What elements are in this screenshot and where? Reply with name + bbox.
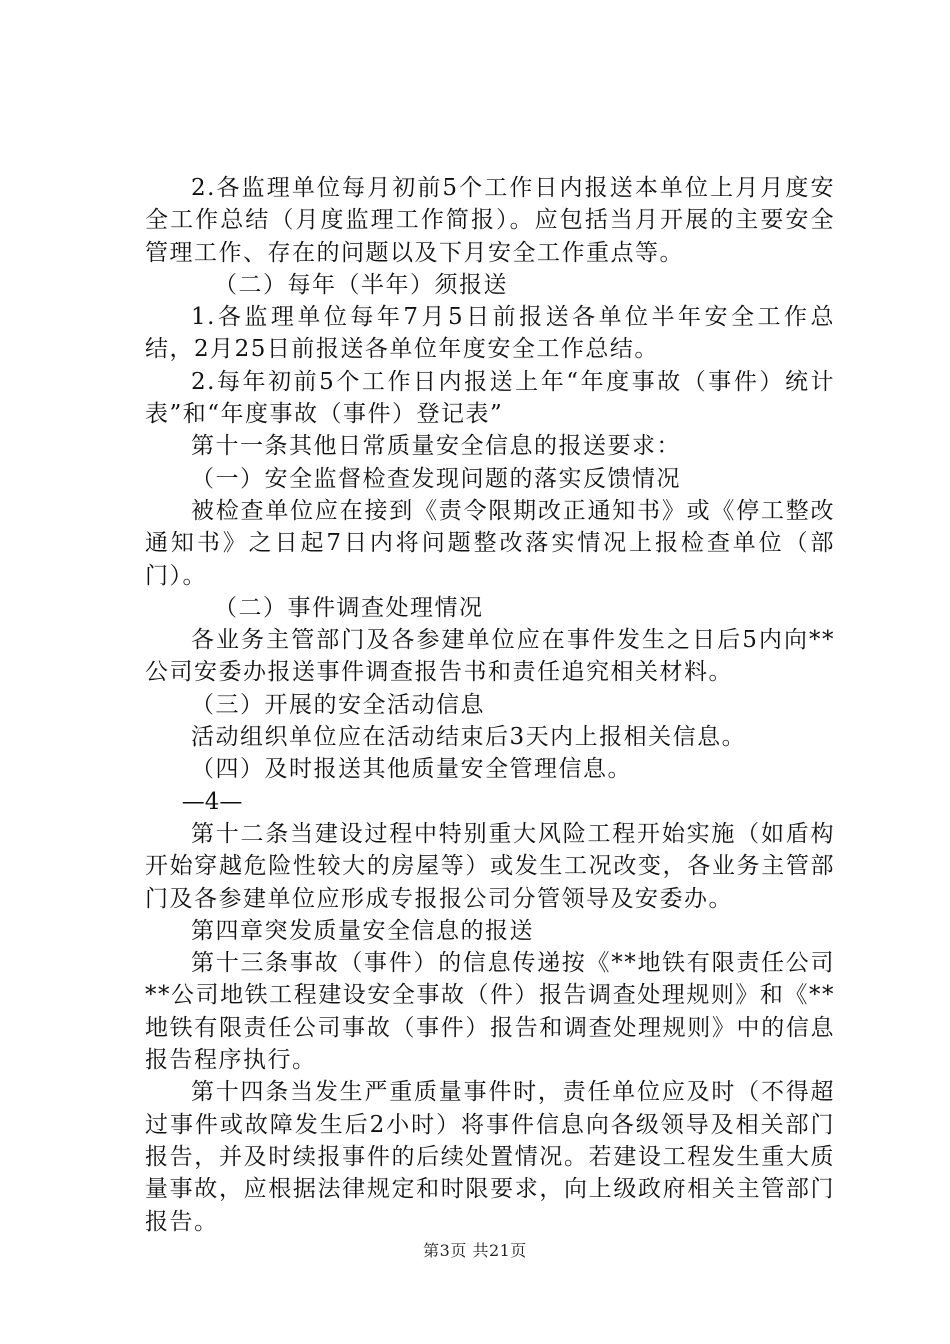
paragraph: 活动组织单位应在活动结束后3天内上报相关信息。 <box>191 724 747 751</box>
document-body <box>145 172 835 1238</box>
paragraph: 第十三条事故（事件）的信息传递按《**地铁有限责任公司**公司地铁工程建设安全事故（件）报告调查处理规则》和《**地铁有限责任公司事故（事件）报告和调查处理规则》中的信息报告程序执行。 <box>145 950 835 1074</box>
section-heading: （二）每年（半年）须报送 <box>214 271 508 298</box>
page-footer: 第3页 共21页 <box>423 1241 527 1260</box>
inner-page-number: —4— <box>181 788 243 815</box>
section-heading: （四）及时报送其他质量安全管理信息。 <box>191 756 632 783</box>
paragraph: 各业务主管部门及各参建单位应在事件发生之日后5内向**公司安委办报送事件调查报告书和责任追究相关材料。 <box>145 627 835 686</box>
chapter-heading: 第四章突发质量安全信息的报送 <box>191 917 534 944</box>
paragraph: 第十四条当发生严重质量事件时，责任单位应及时（不得超过事件或故障发生后2小时）将事件信息向各级领导及相关部门报告，并及时续报事件的后续处置情况。若建设工程发生重大质量事故，应根据法律规定和时限要求，向上级政府相关主管部门报告。 <box>145 1079 835 1235</box>
paragraph: 第十二条当建设过程中特别重大风险工程开始实施（如盾构开始穿越危险性较大的房屋等）或发生工况改变，各业务主管部门及各参建单位应形成专报报公司分管领导及安委办。 <box>145 820 835 912</box>
paragraph: 1.各监理单位每年7月5日前报送各单位半年安全工作总结，2月25日前报送各单位年度安全工作总结。 <box>145 304 835 363</box>
paragraph: 被检查单位应在接到《责令限期改正通知书》或《停工整改通知书》之日起7日内将问题整改落实情况上报检查单位（部门）。 <box>145 497 835 589</box>
section-heading: （一）安全监督检查发现问题的落实反馈情况 <box>191 465 681 492</box>
article-heading: 第十一条其他日常质量安全信息的报送要求： <box>191 433 681 460</box>
paragraph: 2.各监理单位每月初前5个工作日内报送本单位上月月度安全工作总结（月度监理工作简报）。应包括当月开展的主要安全管理工作、存在的问题以及下月安全工作重点等。 <box>145 175 835 266</box>
section-heading: （三）开展的安全活动信息 <box>191 691 485 718</box>
section-heading: （二）事件调查处理情况 <box>214 594 484 621</box>
paragraph: 2.每年初前5个工作日内报送上年“年度事故（事件）统计表”和“年度事故（事件）登记表” <box>145 368 835 428</box>
